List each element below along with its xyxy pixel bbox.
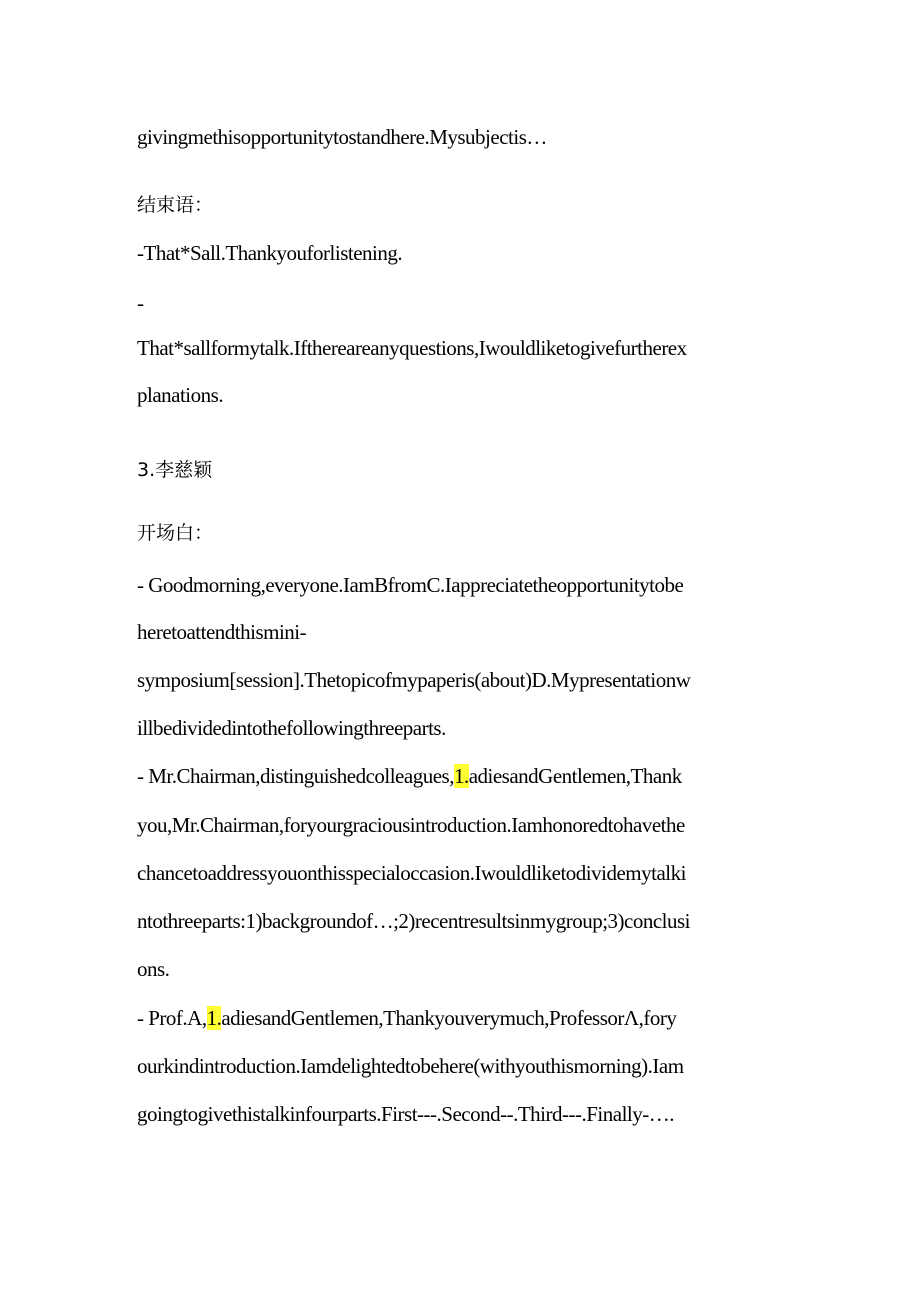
highlighted-text: 1. bbox=[206, 1006, 222, 1030]
section-label-opening: 开场白： bbox=[137, 522, 214, 544]
text-line bbox=[137, 761, 797, 791]
text-segment: - Mr.Chairman,distinguishedcolleagues, bbox=[137, 764, 454, 788]
section-label-closing: 结束语： bbox=[137, 194, 214, 216]
text-line: That*sallformytalk.Ifthereareanyquestions,Iwouldliketogivefurtherex bbox=[137, 336, 687, 360]
text-line: planations. bbox=[137, 383, 224, 407]
text-line: -That*Sall.Thankyouforlistening. bbox=[137, 241, 403, 265]
text-line: ntothreeparts:1)backgroundof…;2)recentresultsinmygroup;3)conclusi bbox=[137, 909, 690, 933]
text-line: - Goodmorning,everyone.IamBfromC.Iappreciatetheopportunitytobe bbox=[137, 573, 684, 597]
section-heading: 3.李慈颖 bbox=[137, 459, 213, 481]
text-line: you,Mr.Chairman,foryourgraciousintroduction.Iamhonoredtohavethe bbox=[137, 813, 685, 837]
text-line: illbedividedintothefollowingthreeparts. bbox=[137, 716, 446, 740]
text-line: symposium[session].Thetopicofmypaperis(about)D.Mypresentationw bbox=[137, 668, 691, 692]
text-line: ourkindintroduction.Iamdelightedtobehere(withyouthismorning).Iam bbox=[137, 1054, 684, 1078]
text-line: - bbox=[137, 291, 144, 315]
text-segment: adiesandGentlemen,Thank bbox=[468, 764, 682, 788]
text-line: heretoattendthismini- bbox=[137, 620, 307, 644]
text-line: chancetoaddressyouonthisspecialoccasion.Iwouldliketodividemytalki bbox=[137, 861, 686, 885]
text-line bbox=[137, 1003, 797, 1033]
text-line: ons. bbox=[137, 957, 170, 981]
text-segment: adiesandGentlemen,Thankyouverymuch,ProfessorΛ,fory bbox=[221, 1006, 677, 1030]
text-line: goingtogivethistalkinfourparts.First---.Second--.Third---.Finally-…. bbox=[137, 1102, 674, 1126]
highlighted-text: 1. bbox=[453, 764, 469, 788]
text-segment: - Prof.A, bbox=[137, 1006, 207, 1030]
text-line: givingmethisopportunitytostandhere.Mysubjectis… bbox=[137, 125, 547, 149]
